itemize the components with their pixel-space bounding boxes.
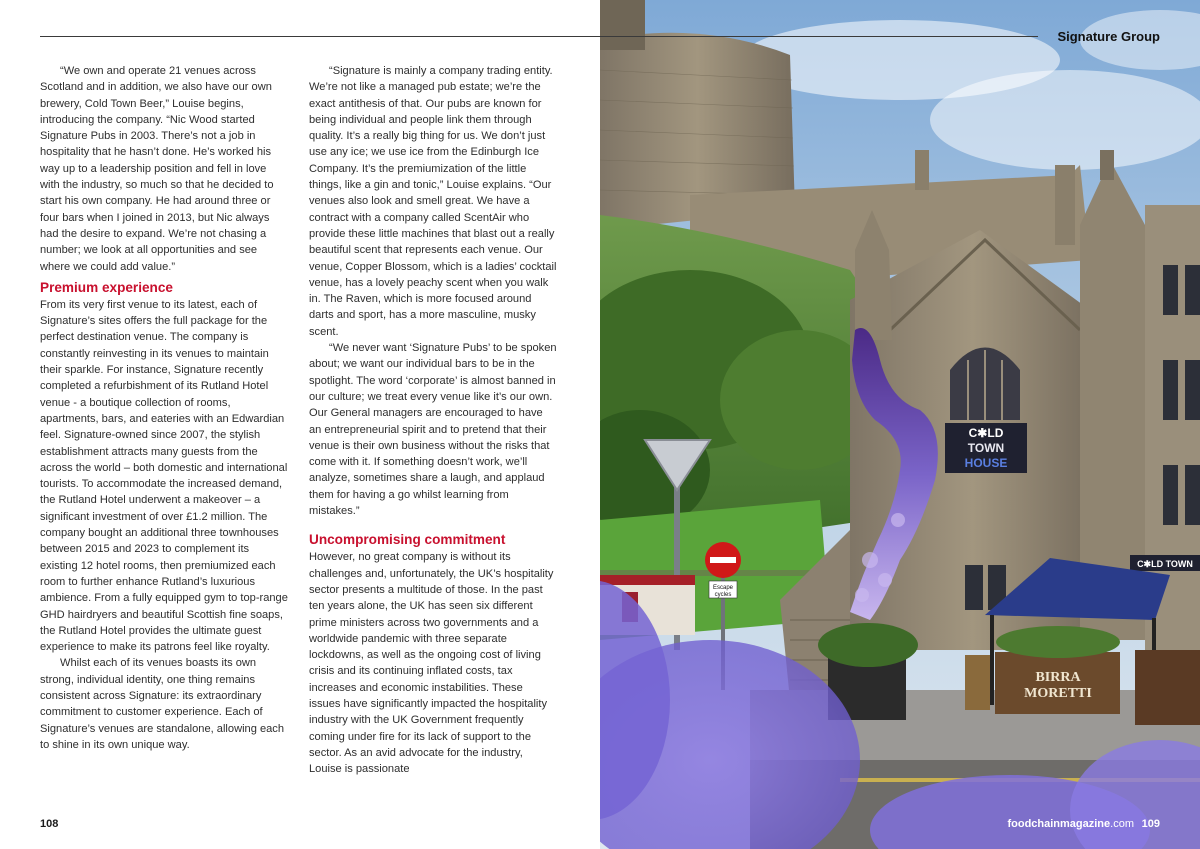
site-url-tld: .com xyxy=(1110,818,1134,830)
photo-illustration xyxy=(600,0,1200,849)
sign-text: C✱LD TOWN xyxy=(1137,559,1193,569)
text-column-1 xyxy=(40,63,288,753)
edinburgh-street-photo xyxy=(600,0,1200,849)
sign-text: Escape xyxy=(712,585,734,591)
subheading-uncompromising-commitment: Uncompromising commitment xyxy=(309,532,506,548)
paragraph: “We own and operate 21 venues across Scotland and in addition, we also have our own brewery, Cold Town Beer,” Louise begins, introducing the company. “Nic Wood started Signature Pubs in 2003. There’s not a job in hospitality that he hasn’t done. He’s worked his way up to a leadership position and fell in love with the industry, so much so that he decided to start his own company. He had around three or four bars when I joined in 2013, but Nic always had the desire to expand. We’re not chasing a number; we look at all opportunities and see where we could add value.” xyxy=(40,65,274,273)
paragraph: From its very first venue to its latest, each of Signature’s sites offers the full package for the perfect destination venue. The company is constantly reinvesting in its venues to maintain their sparkle. For instance, Signature recently completed a refurbishment of its Rutland Hotel venue - a boutique collection of rooms, apartments, bars, and eateries with an Edwardian feel. Signature-owned since 2007, the stylish establishment attracts many guests from the across the world – both domestic and international tourists. To accommodate the increased demand, the Rutland Hotel underwent a makeover – a significant investment of over £1.2 million. The company bought an additional three townhouses between 2015 and 2023 to complement its existing 12 hotel rooms, then premiumized each room to further enhance Rutland’s luxurious ambience. From a fully equipped gym to top-range GHD hairdryers and beautiful Scottish fine soaps, the Rutland Hotel provides the ultimate guest experience to make its patrons feel like royalty. xyxy=(40,298,288,654)
page-number-left: 108 xyxy=(40,818,59,830)
paragraph: “We never want ‘Signature Pubs’ to be spoken about; we want our individual bars to be in the spotlight. The word ‘corporate’ is almost banned in our culture; we treat every venue like it’s our own. Our General managers are encouraged to have an entrepreneurial spirit and to pretend that their venue is their own business without the risks that come with it. If something doesn’t work, we’ll analyze, sometimes share a laugh, and applaud them for having a go whilst learning from mistakes.” xyxy=(309,342,557,518)
subheading-premium-experience: Premium experience xyxy=(40,279,173,295)
sign-text: C✱LD xyxy=(968,426,1004,440)
sign-text: TOWN xyxy=(967,441,1005,455)
sign-text: HOUSE xyxy=(964,456,1008,470)
page-number-right: 109 xyxy=(1141,818,1160,830)
sign-text: cycles xyxy=(714,592,732,598)
text-column-2 xyxy=(309,63,557,777)
site-url-bold: foodchainmagazine xyxy=(1007,818,1111,830)
site-url xyxy=(1007,818,1134,830)
header-rule xyxy=(40,36,1038,37)
sign-text: BIRRA xyxy=(1035,670,1081,685)
section-title: Signature Group xyxy=(1057,29,1160,44)
paragraph: “Signature is mainly a company trading entity. We’re not like a managed pub estate; we’re the exact antithesis of that. Our pubs are known for being individual and people link them through quality. It’s a really big thing for us. We don’t just use any ice; we use ice from the Edinburgh Ice Company. It’s the premiumization of the little things, like a gin and tonic,” Louise explains. “Our venues also look and smell great. We have a contract with a company called ScentAir who provide these little machines that blast out a really beautiful scent that represents each venue. Our venue, Copper Blossom, which is a ladies’ cocktail venue, has a lovely peachy scent when you walk in. The Raven, which is more focused around darts and sport, has a more masculine, musky scent. xyxy=(309,65,557,338)
sign-text: MORETTI xyxy=(1024,686,1092,701)
paragraph: Whilst each of its venues boasts its own strong, individual identity, one thing remains consistent across Signature: its extraordinary commitment to customer experience. Each of Signature’s venues are standalone, allowing each to shine in its own unique way. xyxy=(40,657,285,751)
paragraph: However, no great company is without its challenges and, unfortunately, the UK’s hospitality sector presents a multitude of those. In the past ten years alone, the UK has seen six different prime ministers across two governments and a worldwide pandemic with three separate lockdowns, as well as the ongoing cost of living crisis and its continuing inflated costs, tax increases and economic instabilities. These issues have significantly impacted the hospitality industry with the UK Government frequently coming under fire for its lack of support to the sector. As an avid advocate for the industry, Louise is passionate xyxy=(309,551,554,776)
